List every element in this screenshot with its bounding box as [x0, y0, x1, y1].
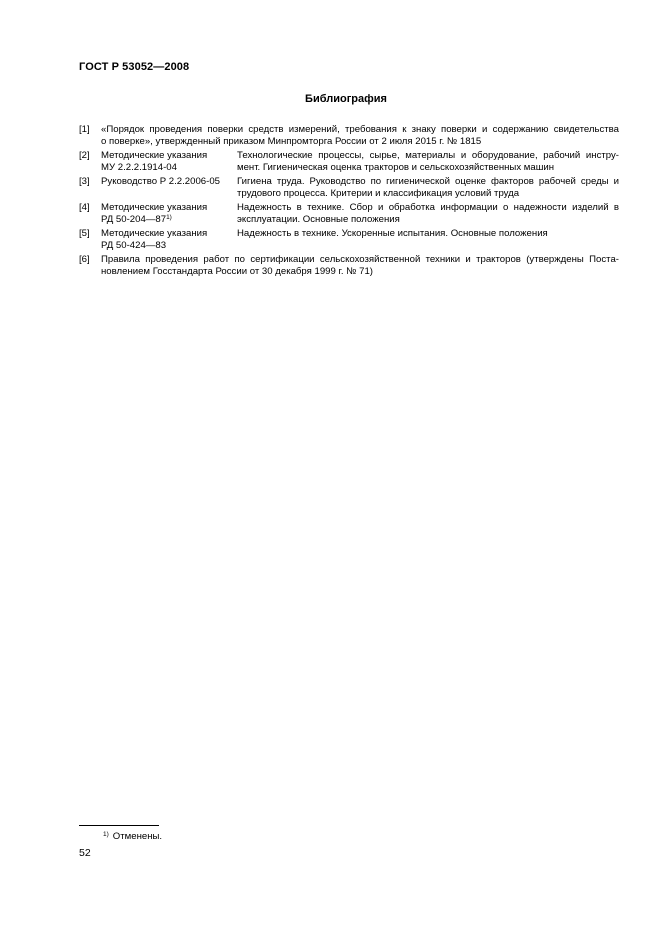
entry-number: [2] [79, 150, 90, 161]
entry-title-line: эксплуатации. Основные положения [237, 214, 400, 226]
entry-title-line: Гигиена труда. Руководство по гигиенической оценке факторов рабочей среды и [237, 176, 619, 187]
footnote [103, 831, 162, 842]
entry-text-line: о поверке», утвержденный приказом Минпромторга России от 2 июля 2015 г. № 1815 [101, 136, 482, 148]
entry-source-line: РД 50-424—83 [101, 240, 167, 252]
entry-text-line: Правила проведения работ по сертификации сельскохозяйственной техники и тракторов (утверждены Поста- [101, 254, 619, 265]
footnote-mark: 1) [103, 831, 109, 838]
entry-number: [3] [79, 176, 90, 187]
bibliography-entry [79, 176, 619, 200]
entry-source-line: Методические указания [101, 228, 208, 239]
footnote-reference: 1) [166, 214, 172, 222]
entry-text-line: «Порядок проведения поверки средств измерений, требования к знаку поверки и содержанию свидетельства [101, 124, 619, 135]
entry-source-line: Руководство Р 2.2.2006-05 [101, 176, 221, 187]
entry-title-line: Надежность в технике. Ускоренные испытания. Основные положения [237, 228, 548, 239]
entry-number: [1] [79, 124, 90, 135]
entry-source-line: Методические указания [101, 150, 208, 161]
entry-number: [4] [79, 202, 90, 213]
bibliography-entry [79, 254, 619, 278]
entry-title-line: Надежность в технике. Сбор и обработка информации о надежности изделий в [237, 202, 619, 213]
document-header: ГОСТ Р 53052—2008 [79, 61, 190, 73]
bibliography-entry [79, 202, 619, 226]
entry-number: [6] [79, 254, 90, 265]
entry-title-line: мент. Гигиеническая оценка тракторов и сельскохозяйственных машин [237, 162, 555, 174]
entry-title-line: Технологические процессы, сырье, материалы и оборудование, рабочий инстру- [237, 150, 619, 161]
page-number: 52 [79, 847, 91, 859]
entry-number: [5] [79, 228, 90, 239]
entry-text-line: новлением Госстандарта России от 30 декабря 1999 г. № 71) [101, 266, 374, 278]
footnote-text: Отменены. [112, 831, 163, 842]
entry-source-code: РД 50-204—87 [101, 214, 167, 226]
entry-source-line-with-footnote [101, 214, 237, 226]
bibliography-entry [79, 124, 619, 148]
entry-source-line: МУ 2.2.2.1914-04 [101, 162, 177, 174]
entry-title-line: трудового процесса. Критерии и классификация условий труда [237, 188, 520, 200]
bibliography-list [79, 124, 619, 280]
footnote-divider [79, 825, 159, 826]
bibliography-entry [79, 228, 619, 252]
bibliography-entry [79, 150, 619, 174]
entry-source-line: Методические указания [101, 202, 208, 213]
section-title: Библиография [305, 93, 387, 105]
